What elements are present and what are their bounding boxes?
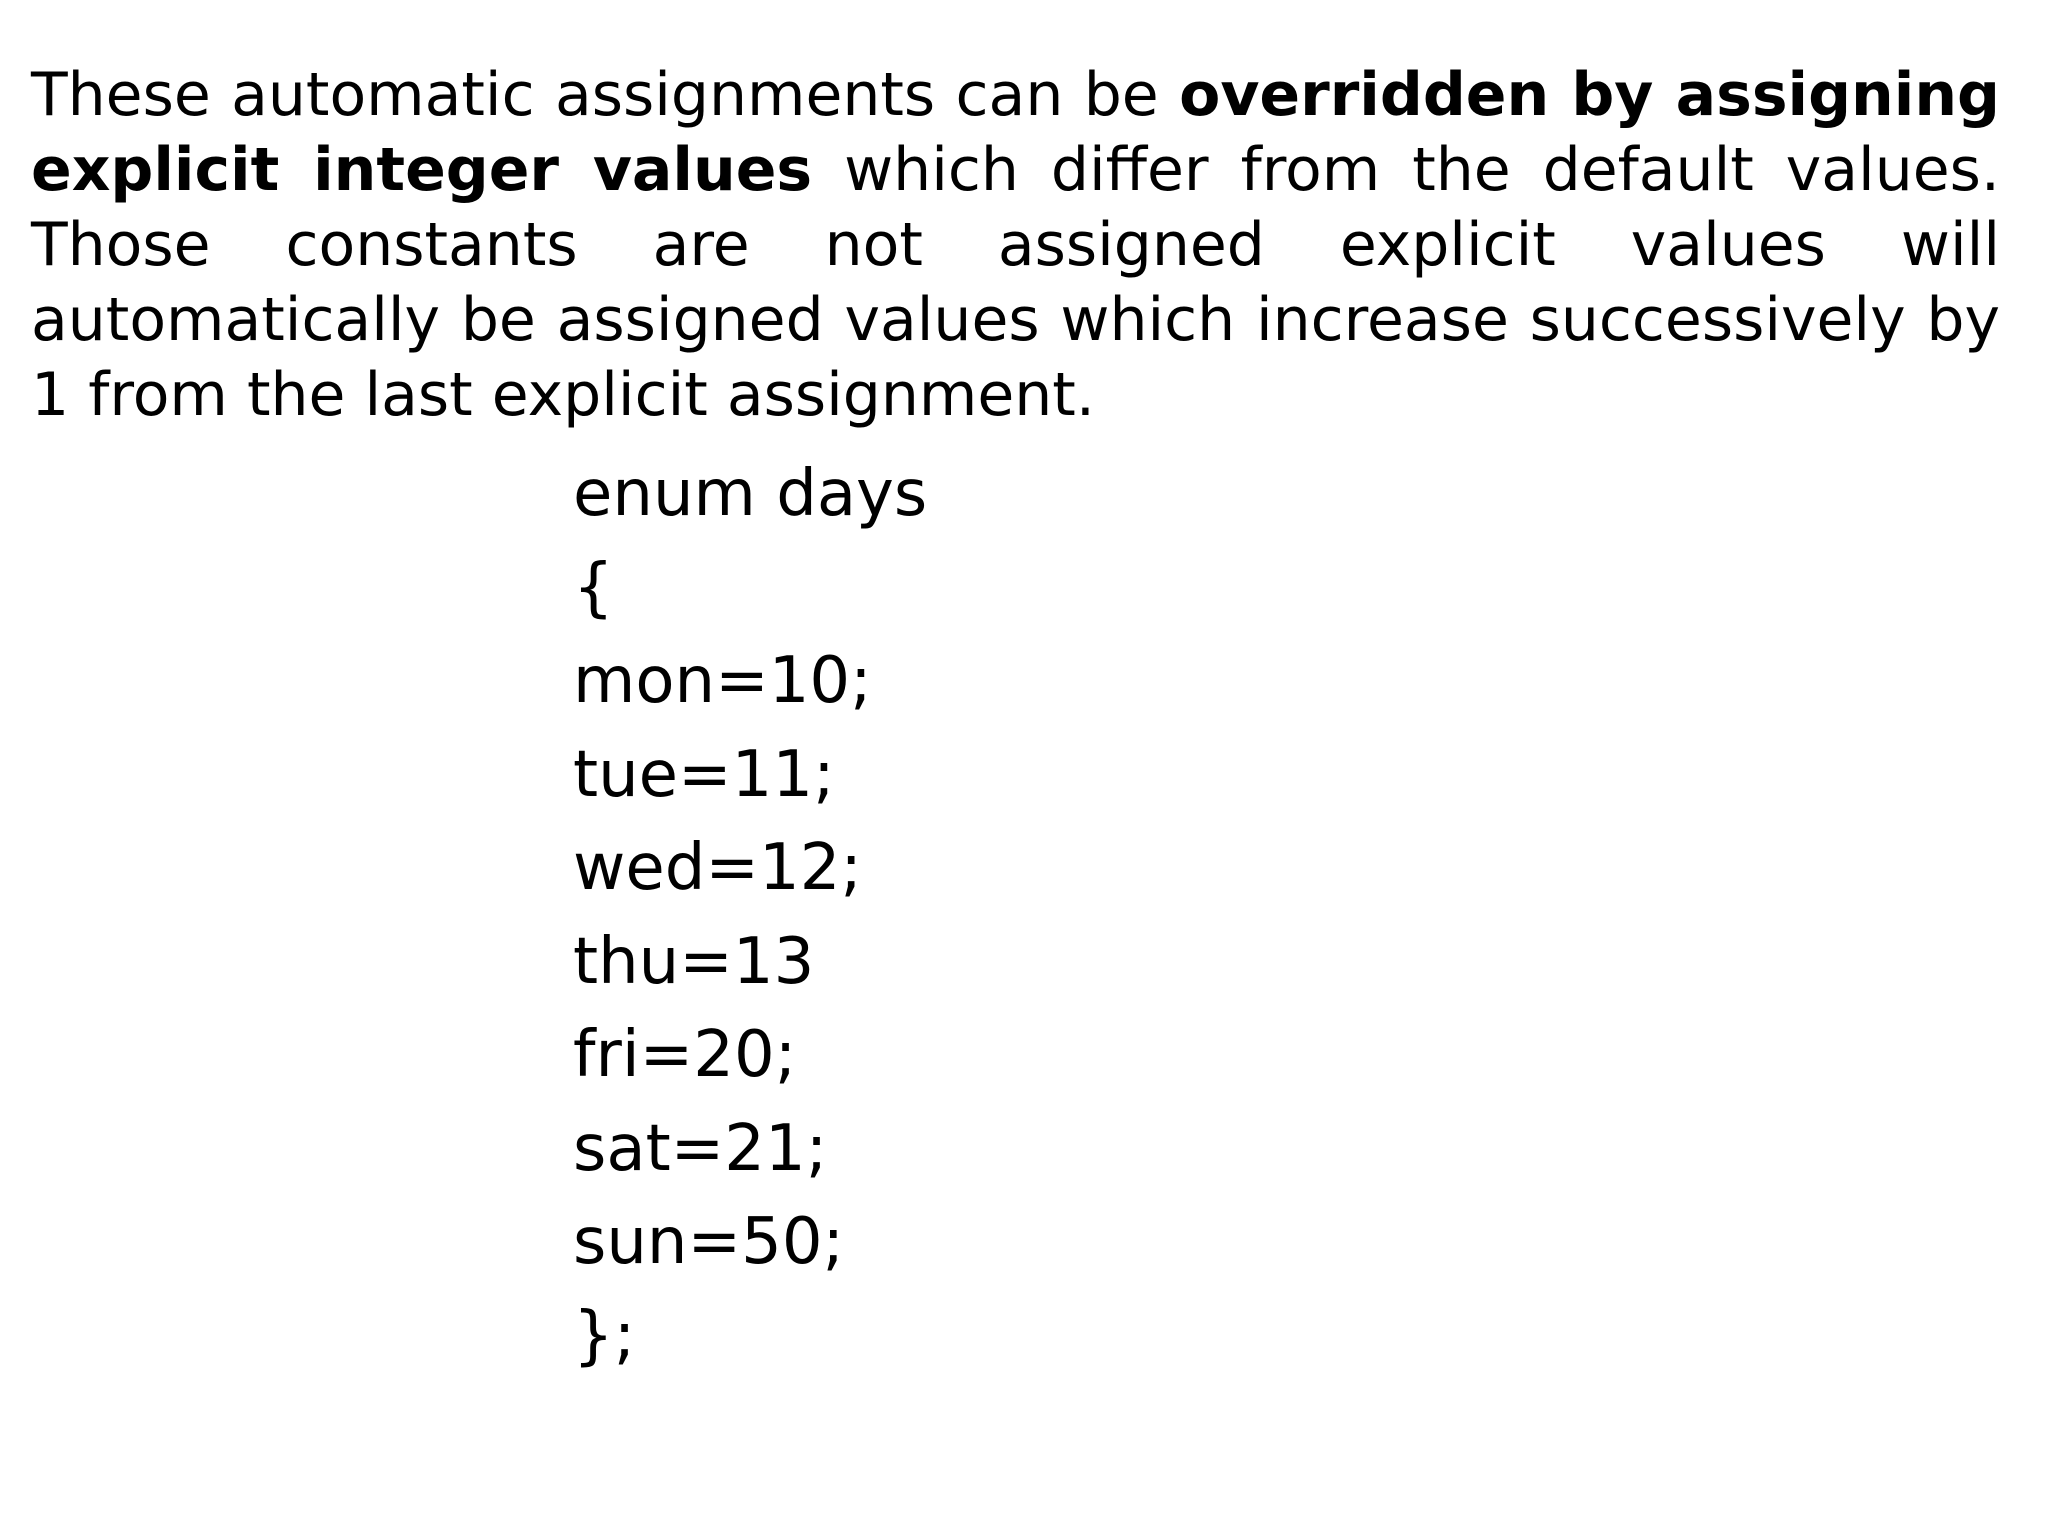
code-line-enum-declaration: enum days bbox=[573, 457, 928, 531]
paragraph-bold-text: overridden by assigning explicit integer values bbox=[31, 60, 2000, 205]
code-line-sun: sun=50; bbox=[573, 1205, 845, 1279]
code-line-sat: sat=21; bbox=[573, 1111, 828, 1186]
explanation-paragraph bbox=[31, 58, 2000, 433]
enum-code-example bbox=[573, 448, 927, 1383]
paragraph-text-2: which differ from the default values. Those constants are not assigned explicit values will automatically be assigned values which increase successively by 1 from the last explicit assignment. bbox=[31, 135, 2000, 430]
code-line-mon: mon=10; bbox=[573, 644, 872, 718]
code-line-close-brace: }; bbox=[573, 1298, 636, 1373]
code-line-tue: tue=11; bbox=[573, 737, 835, 812]
code-line-wed: wed=12; bbox=[573, 831, 862, 905]
code-line-fri: fri=20; bbox=[573, 1018, 797, 1092]
code-line-thu: thu=13 bbox=[573, 924, 815, 999]
paragraph-text-1: These automatic assignments can be bbox=[31, 60, 1180, 130]
code-line-open-brace: { bbox=[573, 550, 614, 625]
